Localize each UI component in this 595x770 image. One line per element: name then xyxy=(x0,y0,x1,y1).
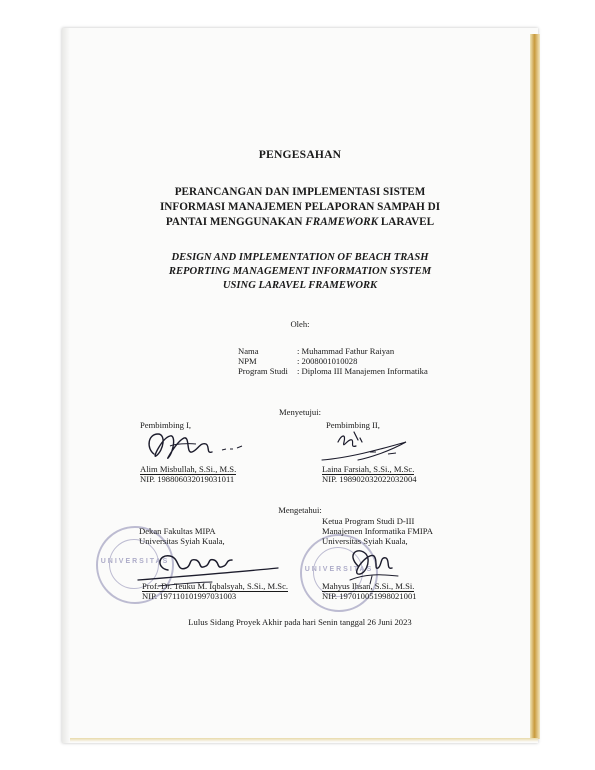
dekan-nip: NIP. 197110101997031003 xyxy=(142,591,237,601)
pembimbing2-title: Pembimbing II, xyxy=(326,420,380,430)
signature-pembimbing2 xyxy=(318,428,418,464)
page-bottom-edge xyxy=(70,738,538,742)
ketua-name: Mahyus Ihsan, S.Si., M.Si. xyxy=(322,581,415,591)
pembimbing2-nip: NIP. 198902032022032004 xyxy=(322,474,417,484)
dekan-line-2: Universitas Syiah Kuala, xyxy=(139,536,225,546)
pembimbing2-name: Laina Farsiah, S.Si., M.Sc. xyxy=(322,464,415,474)
pembimbing2-name-wrap xyxy=(322,464,414,474)
thesis-title-id-line-3 xyxy=(62,215,538,230)
ketua-nip: NIP. 197010051998021001 xyxy=(322,591,417,601)
npm-value: : 2008001010028 xyxy=(297,356,358,366)
paper-sheet xyxy=(62,28,538,743)
prodi-label: Program Studi xyxy=(238,366,288,376)
thesis-title-id-framework: FRAMEWORK xyxy=(305,216,379,228)
name-value: : Muhammad Fathur Raiyan xyxy=(297,346,395,356)
dekan-name-wrap xyxy=(142,581,288,591)
npm-label: NPM xyxy=(238,356,257,366)
ketua-name-wrap xyxy=(322,581,414,591)
binding-edge xyxy=(530,34,540,739)
oleh-label: Oleh: xyxy=(290,319,310,329)
name-label: Nama xyxy=(238,346,259,356)
thesis-title-id-line-1: PERANCANGAN DAN IMPLEMENTASI SISTEM xyxy=(174,186,426,198)
dekan-name: Prof. Dr. Teuku M. Iqbalsyah, S.Si., M.Sc. xyxy=(142,581,289,591)
pembimbing1-nip: NIP. 198806032019031011 xyxy=(140,474,235,484)
prodi-value: : Diploma III Manajemen Informatika xyxy=(297,366,428,376)
thesis-title-id-line-3-c: LARAVEL xyxy=(378,216,435,228)
stamp-text-dekan: UNIVERSITAS xyxy=(100,558,170,565)
ketua-line-1: Ketua Program Studi D-III xyxy=(322,516,415,526)
thesis-title-id-line-2: INFORMASI MANAJEMEN PELAPORAN SAMPAH DI xyxy=(159,201,441,213)
ketua-line-3: Universitas Syiah Kuala, xyxy=(322,536,408,546)
signature-pembimbing1 xyxy=(140,428,250,464)
pembimbing1-title: Pembimbing I, xyxy=(140,420,192,430)
pembimbing1-name-wrap xyxy=(140,464,236,474)
thesis-title-en-line-3: USING LARAVEL FRAMEWORK xyxy=(222,280,378,291)
thesis-title-id-line-3-a: PANTAI MENGGUNAKAN xyxy=(165,216,306,228)
thesis-title-en-line-1: DESIGN AND IMPLEMENTATION OF BEACH TRASH xyxy=(171,252,429,263)
thesis-title-en-line-2: REPORTING MANAGEMENT INFORMATION SYSTEM xyxy=(168,266,432,277)
mengetahui-label: Mengetahui: xyxy=(278,505,322,515)
dekan-line-1: Dekan Fakultas MIPA xyxy=(139,526,216,536)
ketua-line-2: Manajemen Informatika FMIPA xyxy=(322,526,433,536)
page-title: PENGESAHAN xyxy=(258,148,342,161)
stamp-text-ketua: UNIVERSITAS xyxy=(304,566,374,573)
pembimbing1-name: Alim Misbullah, S.Si., M.S. xyxy=(140,464,237,474)
graduation-note: Lulus Sidang Proyek Akhir pada hari Senin tanggal 26 Juni 2023 xyxy=(188,617,412,627)
menyetujui-label: Menyetujui: xyxy=(278,407,321,417)
